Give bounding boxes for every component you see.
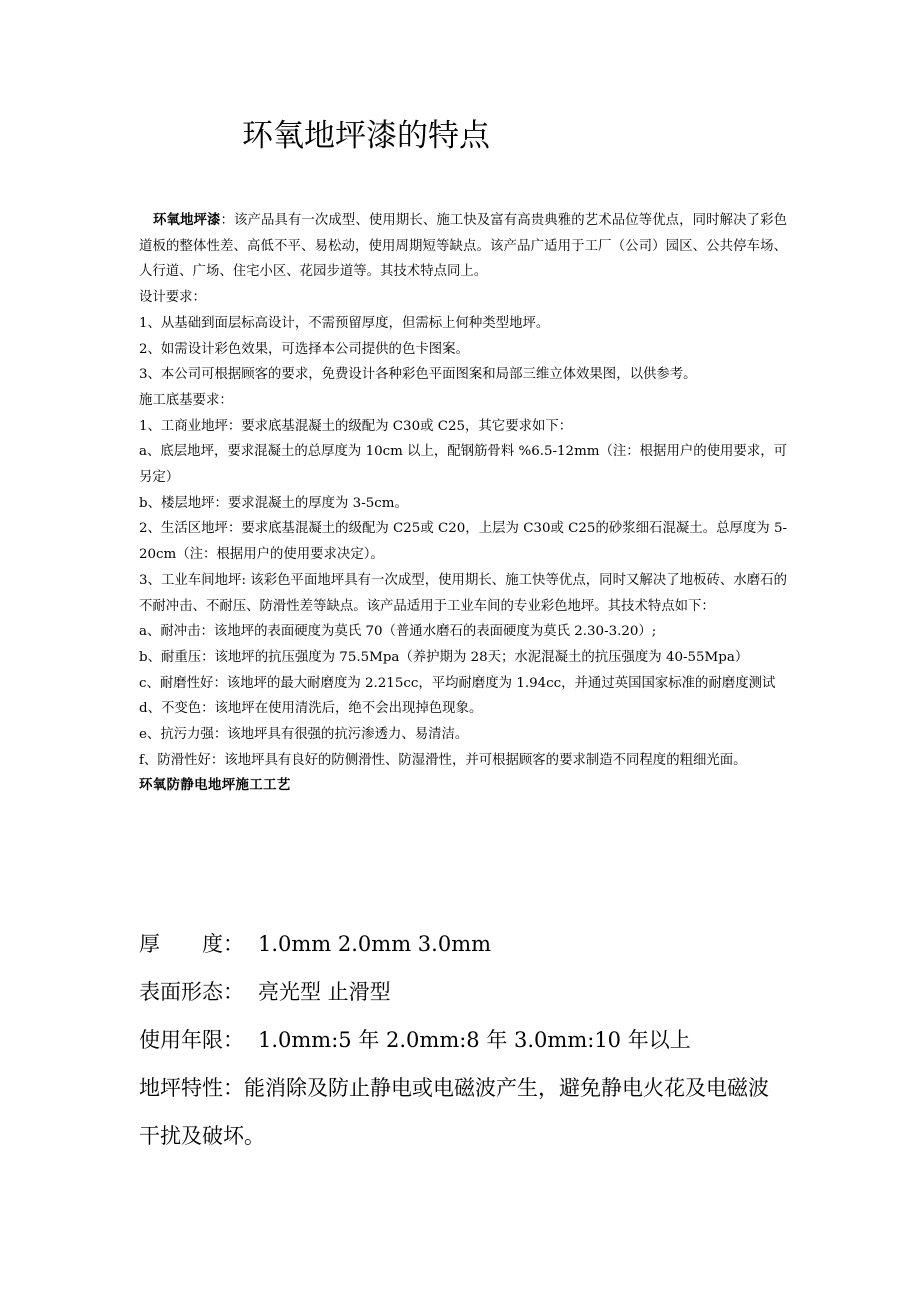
design-item-1: 1、从基础到面层标高设计，不需预留厚度，但需标上何种类型地坪。	[139, 315, 550, 331]
antistatic-heading: 环氧防静电地坪施工工艺	[139, 778, 291, 794]
feature-impact: a、耐冲击：该地坪的表面硬度为莫氏 70（普通水磨石的表面硬度为莫氏 2.30-3.20）;	[139, 624, 657, 640]
spec-surface-value: 亮光型 止滑型	[258, 980, 391, 1004]
base-item-1a: a、底层地坪，要求混凝土的总厚度为 10cm 以上，配钢筋骨料 %6.5-12mm（注：根据用户的使用要求，可另定）	[139, 444, 787, 486]
design-item-2: 2、如需设计彩色效果，可选择本公司提供的色卡图案。	[139, 341, 469, 357]
antistatic-specs	[139, 920, 787, 1160]
design-heading: 设计要求：	[139, 290, 206, 306]
spec-property	[139, 1064, 787, 1160]
spec-thickness-value: 1.0mm 2.0mm 3.0mm	[258, 932, 492, 956]
base-item-1: 1、工商业地坪：要求底基混凝土的级配为 C30或 C25，其它要求如下：	[139, 418, 573, 434]
intro-text: ：该产品具有一次成型、使用期长、施工快及富有高贵典雅的艺术品位等优点，同时解决了彩色道板的整体性差、高低不平、易松动，使用周期短等缺点。该产品广适用于工厂（公司）园区、公共停车场、人行道、广场、住宅小区、花园步道等。其技术特点同上。	[139, 213, 788, 280]
feature-wear: c、耐磨性好：该地坪的最大耐磨度为 2.215cc，平均耐磨度为 1.94cc，并通过英国国家标准的耐磨度测试	[139, 675, 776, 691]
feature-stain: e、抗污力强：该地坪具有很强的抗污渗透力、易清洁。	[139, 727, 469, 743]
spec-property-value: 能消除及防止静电或电磁波产生，避免静电火花及电磁波干扰及破坏。	[139, 1076, 769, 1148]
spec-surface-label: 表面形态：	[139, 980, 244, 1004]
spec-lifespan-value: 1.0mm:5 年 2.0mm:8 年 3.0mm:10 年以上	[258, 1028, 691, 1052]
base-heading: 施工底基要求：	[139, 392, 233, 408]
base-item-1b: b、楼层地坪：要求混凝土的厚度为 3-5cm。	[139, 495, 408, 511]
document-body	[139, 208, 787, 799]
feature-colorfast: d、不变色：该地坪在使用清洗后，绝不会出现掉色现象。	[139, 701, 483, 717]
spec-property-label: 地坪特性：	[139, 1076, 244, 1100]
base-item-3: 3、工业车间地坪: 该彩色平面地坪具有一次成型，使用期长、施工快等优点，同时又解决了地板砖、水磨石的不耐冲击、不耐压、防滑性差等缺点。该产品适用于工业车间的专业彩色地坪。其技术特点如下：	[139, 572, 787, 614]
document-title: 环氧地坪漆的特点	[242, 118, 490, 154]
spec-thickness	[139, 920, 787, 968]
intro-lead: 环氧地坪漆	[153, 212, 221, 228]
feature-antislip: f、防滑性好：该地坪具有良好的防侧滑性、防湿滑性，并可根据顾客的要求制造不同程度的粗细光面。	[139, 752, 747, 768]
feature-pressure: b、耐重压：该地坪的抗压强度为 75.5Mpa（养护期为 28天；水泥混凝土的抗压强度为 40-55Mpa）	[139, 649, 749, 665]
spec-lifespan	[139, 1016, 787, 1064]
base-item-2: 2、生活区地坪：要求底基混凝土的级配为 C25或 C20，上层为 C30或 C25的砂浆细石混凝土。总厚度为 5-20cm（注：根据用户的使用要求决定）。	[139, 521, 787, 563]
spec-surface	[139, 968, 787, 1016]
design-item-3: 3、本公司可根据顾客的要求，免费设计各种彩色平面图案和局部三维立体效果图，以供参考。	[139, 367, 697, 383]
spec-lifespan-label: 使用年限：	[139, 1028, 244, 1052]
spec-thickness-label: 厚 度：	[139, 932, 244, 956]
intro-paragraph	[139, 208, 787, 285]
